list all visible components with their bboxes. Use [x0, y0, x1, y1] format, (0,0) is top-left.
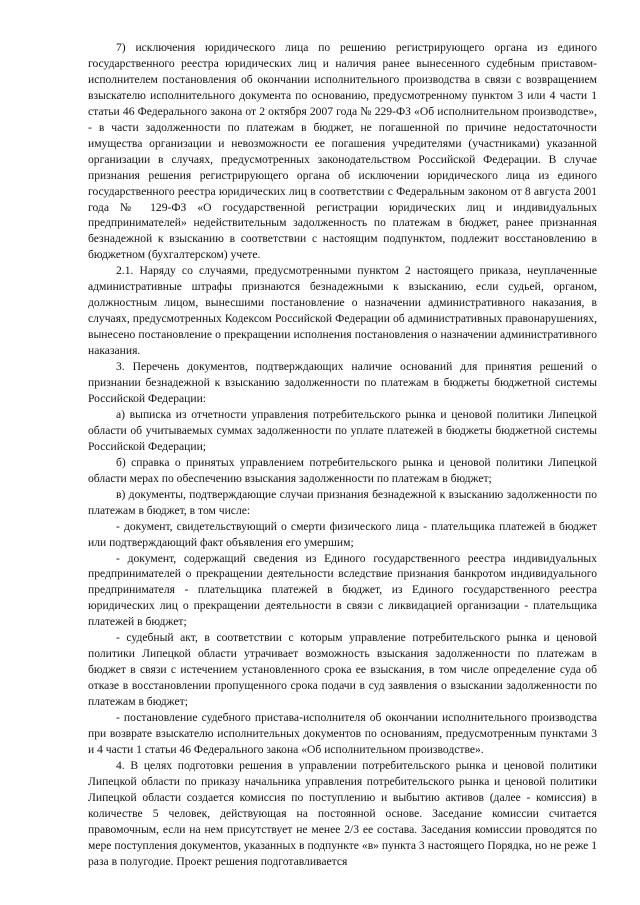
- list-item-v-documents: в) документы, подтверждающие случаи признания безнадежной к взысканию задолженности по платежам в бюджет, в том числе:: [88, 487, 597, 517]
- document-page: [88, 40, 597, 870]
- sub-item-court-act: - судебный акт, в соответствии с которым управление потребительского рынка и ценовой политики Липецкой области утрачивает возможность взыскания задолженности по платежам в бюджет в связи с истечением установленного срока ее взыскания, в том числе определение суда об отказе в восстановлении пропущенного срока подачи в суд заявления о взыскании задолженности по платежам в бюджет;: [88, 631, 597, 709]
- sub-item-bailiff-resolution: - постановление судебного пристава-исполнителя об окончании исполнительного производства при возврате взыскателю исполнительных документов по основаниям, предусмотренным пунктами 3 и 4 части 1 статьи 46 Федерального закона «Об исполнительном производстве».: [88, 711, 597, 756]
- paragraph-4-commission: 4. В целях подготовки решения в управлении потребительского рынка и ценовой политики Липецкой области по приказу начальника управления потребительского рынка и ценовой политики Липецкой области создается комиссия по поступлению и выбытию активов (далее - комиссия) в количестве 5 человек, действующая на постоянной основе. Заседание комиссии считается правомочным, если на нем присутствует не менее 2/3 ее состава. Заседания комиссии проводятся по мере поступления документов, указанных в подпункте «в» пункта 3 настоящего Порядка, но не реже 1 раза в полугодие. Проект решения подготавливается: [88, 758, 597, 868]
- paragraph-3-document-list: 3. Перечень документов, подтверждающих наличие оснований для принятия решений о признании безнадежной к взысканию задолженности по платежам в бюджеты бюджетной системы Российской Федерации:: [88, 360, 597, 405]
- list-item-a-report-extract: а) выписка из отчетности управления потребительского рынка и ценовой политики Липецкой области об учитываемых суммах задолженности по уплате платежей в бюджеты бюджетной системы Российской Федерации;: [88, 407, 597, 453]
- paragraph-7-exclusion: 7) исключения юридического лица по решению регистрирующего органа из единого государственного реестра юридических лиц и наличия ранее вынесенного судебным приставом-исполнителем постановления об окончании исполнительного производства в связи с возвращением взыскателю исполнительного документа по основанию, предусмотренному пунктом 3 или 4 части 1 статьи 46 Федерального закона от 2 октября 2007 года № 229-ФЗ «Об исполнительном производстве», - в части задолженности по платежам в бюджет, не погашенной по причине недостаточности имущества организации и невозможности ее погашения учредителями (участниками) указанной организации в случаях, предусмотренных законодательством Российской Федерации. В случае признания решения регистрирующего органа об исключении юридического лица из единого государственного реестра юридических лиц в соответствии с Федеральным законом от 8 августа 2001 года № 129-ФЗ «О государственной регистрации юридических лиц и индивидуальных предпринимателей» недействительным задолженность по платежам в бюджет, ранее признанная безнадежной к взысканию в соответствии с настоящим подпунктом, подлежит восстановлению в бюджетном (бухгалтерском) учете.: [88, 41, 597, 262]
- list-item-b-certificate: б) справка о принятых управлением потребительского рынка и ценовой политики Липецкой области мерах по обеспечению взыскания задолженности по платежам в бюджет;: [88, 455, 597, 485]
- sub-item-registry-document: - документ, содержащий сведения из Единого государственного реестра индивидуальных предпринимателей о прекращении деятельности вследствие признания банкротом индивидуального предпринимателя - плательщика платежей в бюджет, из Единого государственного реестра юридических лиц о прекращении деятельности в связи с ликвидацией организации - плательщика платежей в бюджет;: [88, 551, 597, 629]
- sub-item-death-document: - документ, свидетельствующий о смерти физического лица - плательщика платежей в бюджет или подтверждающий факт объявления его умершим;: [88, 519, 597, 549]
- paragraph-2-1-fines: 2.1. Наряду со случаями, предусмотренными пунктом 2 настоящего приказа, неуплаченные административные штрафы признаются безнадежными к взысканию, если судьей, органом, должностным лицом, вынесшими постановление о назначении административного наказания, в случаях, предусмотренных Кодексом Российской Федерации об административных правонарушениях, вынесено постановление о прекращении исполнения постановления о назначении административного наказания.: [88, 264, 597, 358]
